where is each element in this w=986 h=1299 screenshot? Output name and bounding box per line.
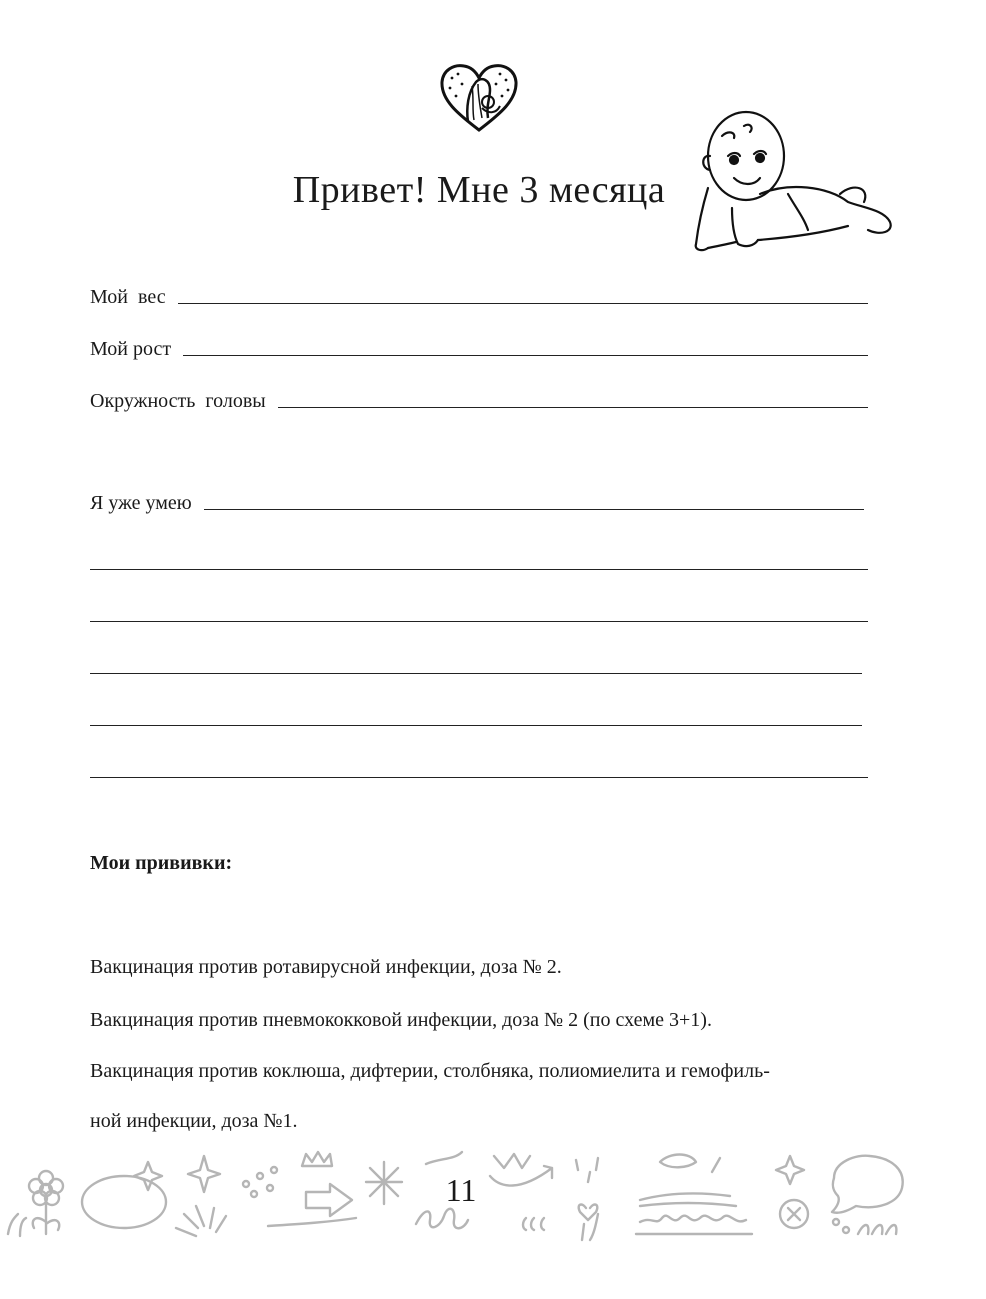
height-label: Мой рост: [90, 338, 172, 360]
skills-blank-line-5[interactable]: [90, 777, 868, 778]
page-title: Привет! Мне 3 месяца: [292, 169, 666, 211]
vaccinations-heading: Мои прививки:: [90, 852, 233, 874]
skills-blank-line-3[interactable]: [90, 673, 862, 674]
vaccination-line: ной инфекции, доза №1.: [90, 1110, 298, 1132]
head-circumference-line[interactable]: [278, 406, 868, 408]
height-field[interactable]: [90, 338, 868, 361]
skills-field[interactable]: [90, 492, 864, 515]
skills-label: Я уже умею: [90, 492, 192, 514]
page-number: 11: [445, 1172, 477, 1208]
vaccination-line: Вакцинация против ротавирусной инфекции, доза № 2.: [90, 956, 562, 978]
height-line[interactable]: [183, 354, 868, 356]
skills-blank-line-2[interactable]: [90, 621, 868, 622]
head-circumference-field[interactable]: [90, 390, 868, 413]
weight-field[interactable]: [90, 286, 868, 309]
head-circumference-label: Окружность головы: [90, 390, 266, 412]
crawling-baby-icon: [688, 98, 898, 258]
vaccination-line: Вакцинация против пневмококковой инфекции, доза № 2 (по схеме 3+1).: [90, 1009, 712, 1031]
skills-blank-line-1[interactable]: [90, 569, 868, 570]
skills-blank-line-4[interactable]: [90, 725, 862, 726]
heart-mother-baby-icon: [438, 62, 520, 134]
weight-label: Мой вес: [90, 286, 166, 308]
skills-line[interactable]: [204, 508, 864, 510]
vaccination-line: Вакцинация против коклюша, дифтерии, столбняка, полиомиелита и гемофиль-: [90, 1060, 770, 1082]
weight-line[interactable]: [178, 302, 868, 304]
